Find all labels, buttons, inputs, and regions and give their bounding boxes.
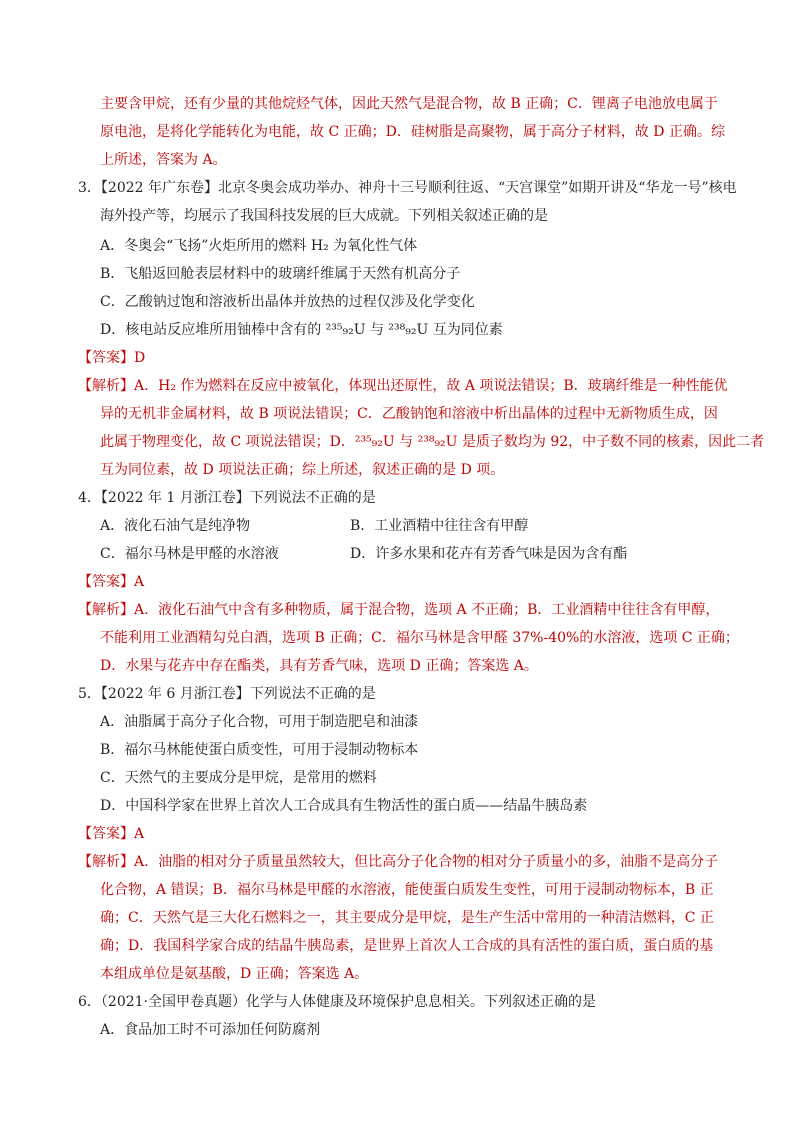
text-line-l28: D．中国科学家在世界上首次人工合成具有生物活性的蛋白质——结晶牛胰岛素 xyxy=(100,798,588,814)
text-line-l29: 【答案】A xyxy=(78,826,145,842)
text-line-l31: 化合物，A 错误；B．福尔马林是甲醛的水溶液，能使蛋白质发生变性，可用于浸制动物标本，B 正 xyxy=(100,882,714,898)
text-line-l15: 4．【2022 年 1 月浙江卷】下列说法不正确的是 xyxy=(78,490,376,506)
text-line-l03: 上所述，答案为 A。 xyxy=(100,152,227,168)
text-line-l10: 【答案】D xyxy=(78,350,146,366)
text-line-l11: 【解析】A．H₂ 作为燃料在反应中被氧化，体现出还原性，故 A 项说法错误；B．玻璃纤维是一种性能优 xyxy=(78,378,728,394)
text-line-l34: 本组成单位是氨基酸，D 正确；答案选 A。 xyxy=(100,966,369,982)
text-line-l18: C．福尔马林是甲醛的水溶液 xyxy=(100,546,279,562)
text-line-l09: D．核电站反应堆所用铀棒中含有的 ²³⁵₉₂U 与 ²³⁸₉₂U 互为同位素 xyxy=(100,322,503,338)
text-line-l01: 主要含甲烷，还有少量的其他烷烃气体，因此天然气是混合物，故 B 正确；C．锂离子电池放电属于 xyxy=(100,96,718,112)
text-line-l16: A．液化石油气是纯净物 xyxy=(100,518,251,534)
text-line-l05: 海外投产等，均展示了我国科技发展的巨大成就。下列相关叙述正确的是 xyxy=(100,208,548,224)
text-line-l33: 确；D．我国科学家合成的结晶牛胰岛素，是世界上首次人工合成的具有活性的蛋白质，蛋白质的基 xyxy=(100,938,714,954)
text-line-l06: A．冬奥会“飞扬”火炬所用的燃料 H₂ 为氧化性气体 xyxy=(100,238,418,254)
text-line-l14: 互为同位素，故 D 项说法正确；综上所述，叙述正确的是 D 项。 xyxy=(100,462,505,478)
text-line-l24: 5．【2022 年 6 月浙江卷】下列说法不正确的是 xyxy=(78,686,376,702)
text-line-l30: 【解析】A．油脂的相对分子质量虽然较大，但比高分子化合物的相对分子质量小的多，油脂不是高分子 xyxy=(78,854,719,870)
text-line-l19: D．许多水果和花卉有芳香气味是因为含有酯 xyxy=(350,546,628,562)
text-line-l32: 确；C．天然气是三大化石燃料之一，其主要成分是甲烷，是生产生活中常用的一种清洁燃料，C 正 xyxy=(100,910,714,926)
text-line-l08: C．乙酸钠过饱和溶液析出晶体并放热的过程仅涉及化学变化 xyxy=(100,294,475,310)
text-line-l13: 此属于物理变化，故 C 项说法错误；D．²³⁵₉₂U 与 ²³⁸₉₂U 是质子数均为 92，中子数不同的核素，因此二者 xyxy=(100,434,765,450)
text-line-l35: 6．（2021·全国甲卷真题）化学与人体健康及环境保护息息相关。下列叙述正确的是 xyxy=(78,994,596,1010)
text-line-l04: 3．【2022 年广东卷】北京冬奥会成功举办、神舟十三号顺利往返、“天宫课堂”如期开讲及“华龙一号”核电 xyxy=(78,180,737,196)
text-line-l02: 原电池，是将化学能转化为电能，故 C 正确；D．硅树脂是高聚物，属于高分子材料，故 D 正确。综 xyxy=(100,124,725,140)
text-line-l12: 异的无机非金属材料，故 B 项说法错误；C．乙酸钠饱和溶液中析出晶体的过程中无新物质生成，因 xyxy=(100,406,718,422)
text-line-l23: D．水果与花卉中存在酯类，具有芳香气味，选项 D 正确；答案选 A。 xyxy=(100,658,538,674)
text-line-l17: B．工业酒精中往往含有甲醇 xyxy=(350,518,529,534)
text-line-l27: C．天然气的主要成分是甲烷，是常用的燃料 xyxy=(100,770,377,786)
text-line-l07: B．飞船返回舱表层材料中的玻璃纤维属于天然有机高分子 xyxy=(100,266,461,282)
text-line-l21: 【解析】A．液化石油气中含有多种物质，属于混合物，选项 A 不正确；B．工业酒精中往往含有甲醇， xyxy=(78,602,720,618)
text-line-l25: A．油脂属于高分子化合物，可用于制造肥皂和油漆 xyxy=(100,714,419,730)
text-line-l26: B．福尔马林能使蛋白质变性，可用于浸制动物标本 xyxy=(100,742,419,758)
text-line-l36: A．食品加工时不可添加任何防腐剂 xyxy=(100,1022,321,1038)
text-line-l20: 【答案】A xyxy=(78,574,145,590)
text-line-l22: 不能利用工业酒精勾兑白酒，选项 B 正确；C．福尔马林是含甲醛 37%-40%的水溶液，选项 C 正确； xyxy=(100,630,739,646)
